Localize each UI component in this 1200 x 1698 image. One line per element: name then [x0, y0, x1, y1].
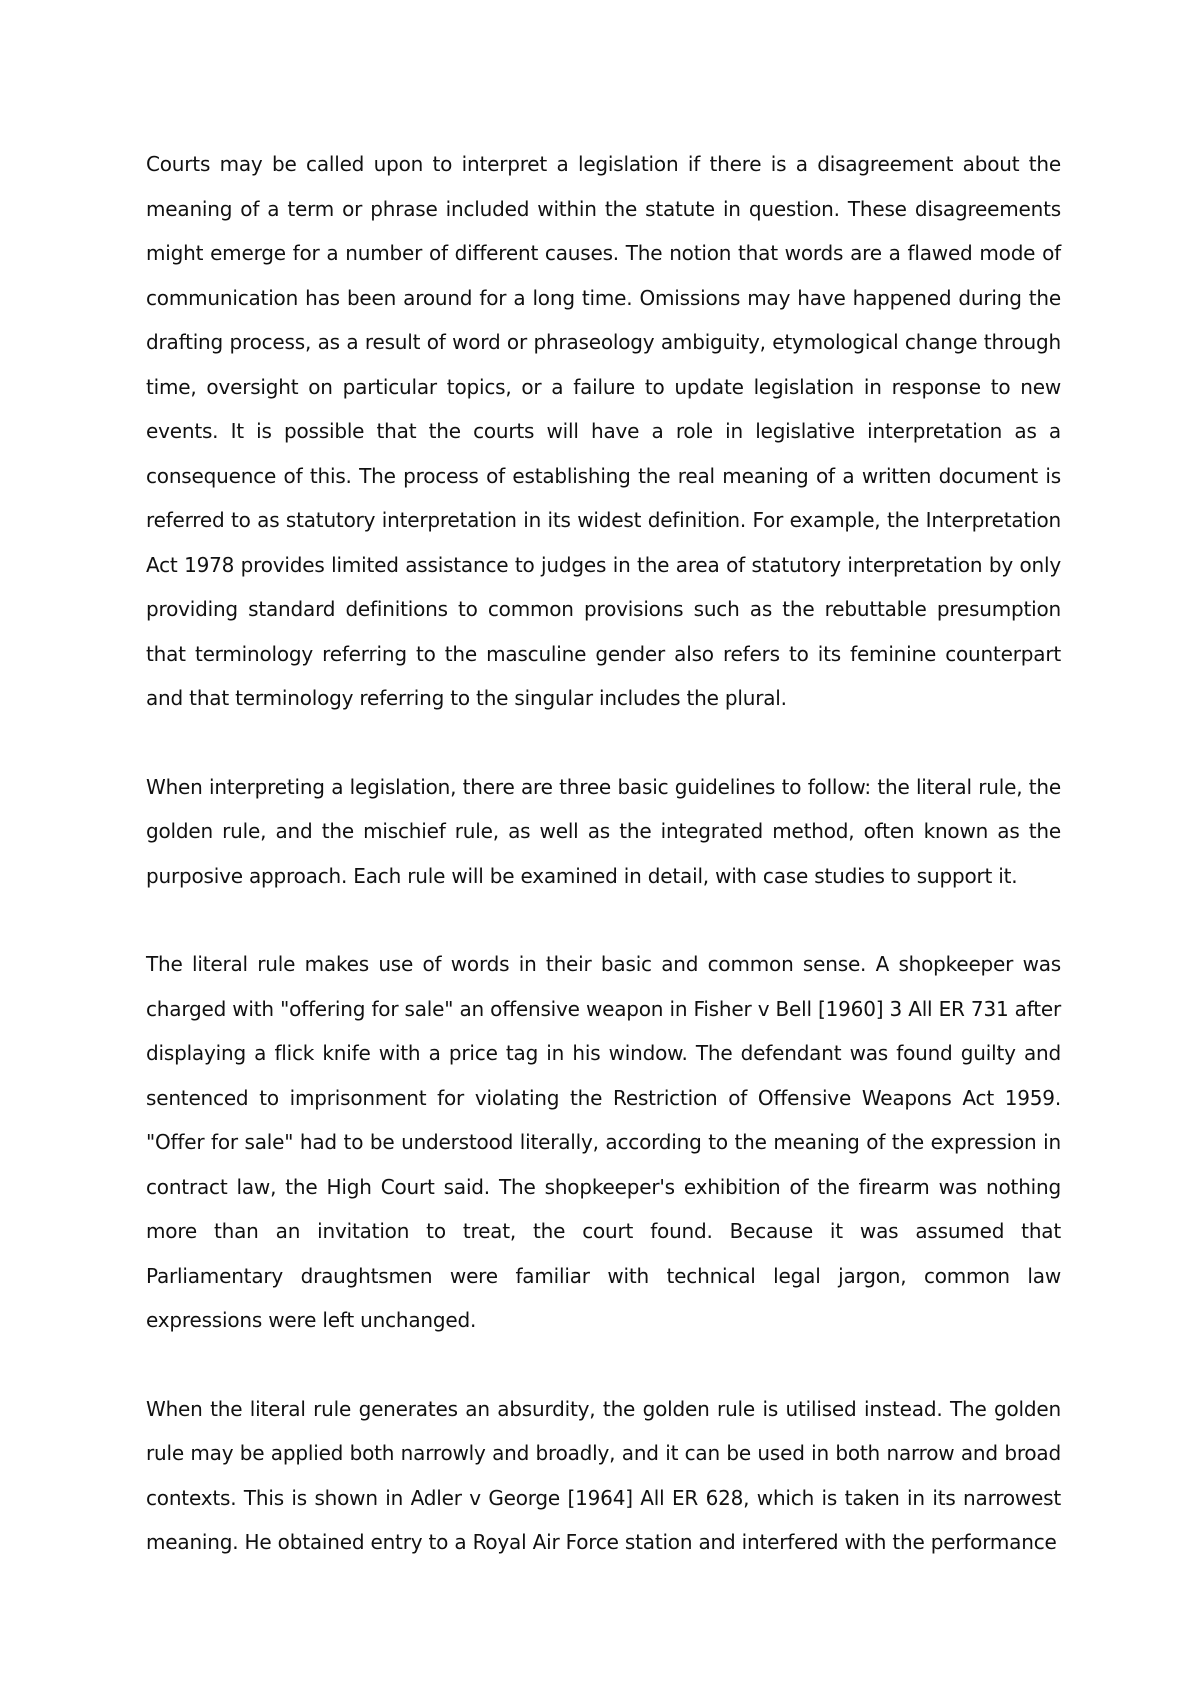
document-body	[146, 142, 1061, 1565]
paragraph-golden-rule: When the literal rule generates an absurdity, the golden rule is utilised instead. The golden rule may be applied both narrowly and broadly, and it can be used in both narrow and broad contexts. This is shown in Adler v George [1964] All ER 628, which is taken in its narrowest meaning. He obtained entry to a Royal Air Force station and interfered with the performance	[146, 1396, 1061, 1554]
paragraph-three-rules: When interpreting a legislation, there are three basic guidelines to follow: the literal rule, the golden rule, and the mischief rule, as well as the integrated method, often known as the purposive approach. Each rule will be examined in detail, with case studies to support it.	[146, 774, 1061, 888]
paragraph-literal-rule: The literal rule makes use of words in their basic and common sense. A shopkeeper was charged with "offering for sale" an offensive weapon in Fisher v Bell [1960] 3 All ER 731 after displaying a flick knife with a price tag in his window. The defendant was found guilty and sentenced to imprisonment for violating the Restriction of Offensive Weapons Act 1959. "Offer for sale" had to be understood literally, according to the meaning of the expression in contract law, the High Court said. The shopkeeper's exhibition of the firearm was nothing more than an invitation to treat, the court found. Because it was assumed that Parliamentary draughtsmen were familiar with technical legal jargon, common law expressions were left unchanged.	[146, 952, 1061, 1332]
paragraph-statutory-interpretation-intro: Courts may be called upon to interpret a legislation if there is a disagreement about the meaning of a term or phrase included within the statute in question. These disagreements might emerge for a number of different causes. The notion that words are a flawed mode of communication has been around for a long time. Omissions may have happened during the drafting process, as a result of word or phraseology ambiguity, etymological change through time, oversight on particular topics, or a failure to update legislation in response to new events. It is possible that the courts will have a role in legislative interpretation as a consequence of this. The process of establishing the real meaning of a written document is referred to as statutory interpretation in its widest definition. For example, the Interpretation Act 1978 provides limited assistance to judges in the area of statutory interpretation by only providing standard definitions to common provisions such as the rebuttable presumption that terminology referring to the masculine gender also refers to its feminine counterpart and that terminology referring to the singular includes the plural.	[146, 152, 1061, 710]
